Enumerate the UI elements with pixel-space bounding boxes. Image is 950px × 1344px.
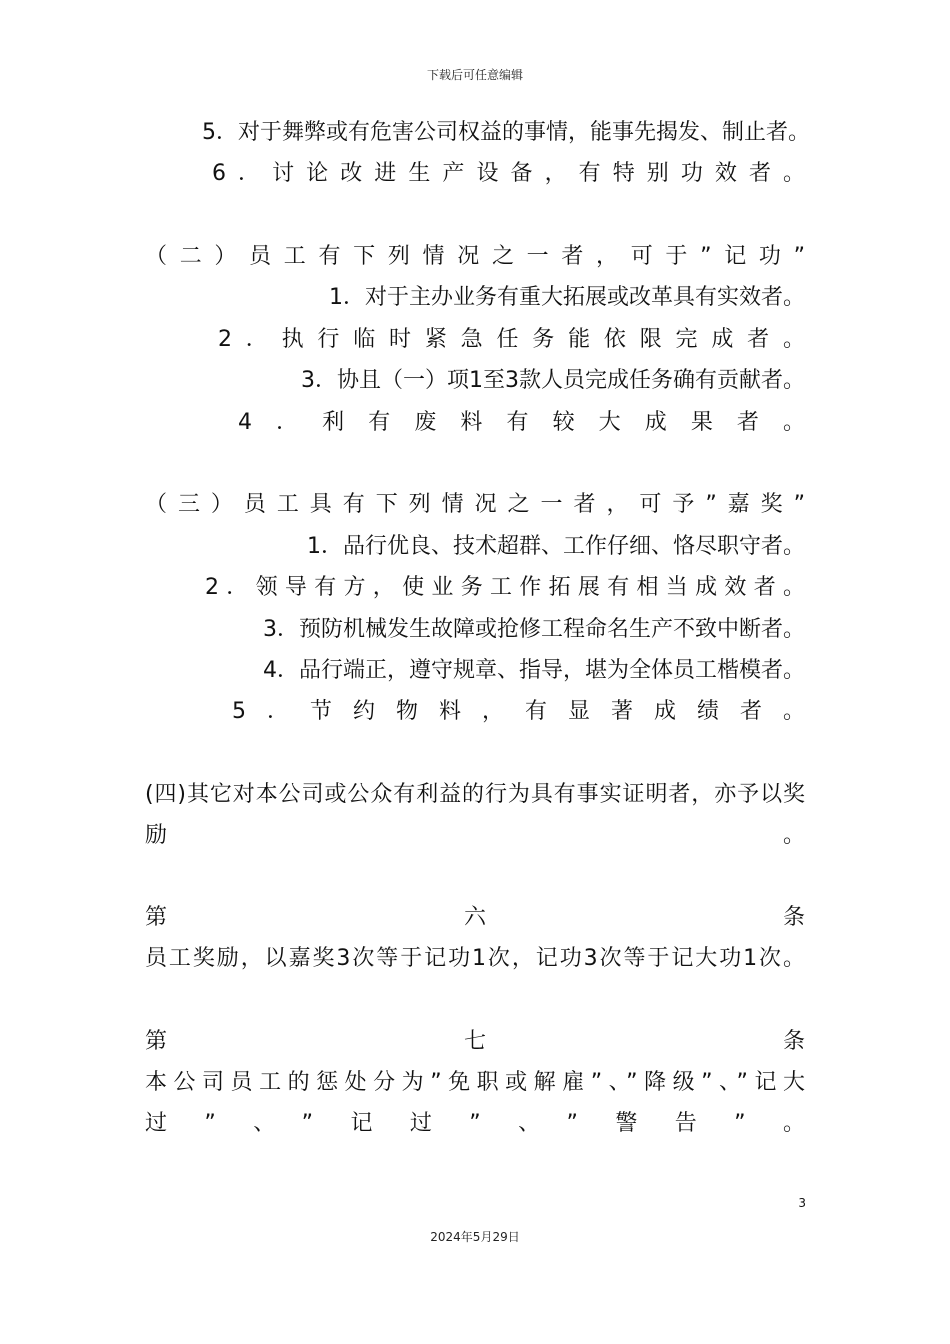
text-line-8: 2．领导有方，使业务工作拓展有相当成效者。 [205,575,805,600]
text-line-5: 3．协且（一）项1至3款人员完成任务确有贡献者。 [301,368,805,393]
text-line-11: 5．节约物料，有显著成绩者。 [232,699,805,724]
text-line-3: 1．对于主办业务有重大拓展或改革具有实效者。 [329,285,805,310]
text-line-12: (四)其它对本公司或公众有利益的行为具有事实证明者，亦予以奖 [145,782,805,807]
text-line-14: 员工奖励，以嘉奖3次等于记功1次，记功3次等于记大功1次。 [145,946,805,971]
text-line-16: 过”、”记过”、”警告”。 [145,1111,805,1136]
article-heading-6: 第 六 条 [145,905,805,930]
text-line-9: 3．预防机械发生故障或抢修工程命名生产不致中断者。 [263,617,805,642]
text-line-7: 1．品行优良、技术超群、工作仔细、恪尽职守者。 [307,534,805,559]
section-heading-3: （三）员工具有下列情况之一者，可予”嘉奖” [145,492,805,517]
text-line-6: 4．利有废料有较大成果者。 [238,410,805,435]
text-line-10: 4．品行端正，遵守规章、指导，堪为全体员工楷模者。 [263,658,805,683]
text-line-2: 6．讨论改进生产设备，有特别功效者。 [212,161,805,186]
article-heading-7: 第 七 条 [145,1029,805,1054]
text-line-15: 本公司员工的惩处分为”免职或解雇”、”降级”、”记大 [145,1070,805,1095]
section-heading-2: （二）员工有下列情况之一者，可于”记功” [145,244,805,269]
text-line-13: 励 。 [145,823,806,848]
page-number: 3 [798,1196,806,1210]
page-header: 下载后可任意编辑 [426,68,523,82]
page-footer-date: 2024年5月29日 [430,1230,520,1244]
text-line-4: 2．执行临时紧急任务能依限完成者。 [218,327,805,352]
text-line-1: 5．对于舞弊或有危害公司权益的事情，能事先揭发、制止者。 [202,120,810,145]
